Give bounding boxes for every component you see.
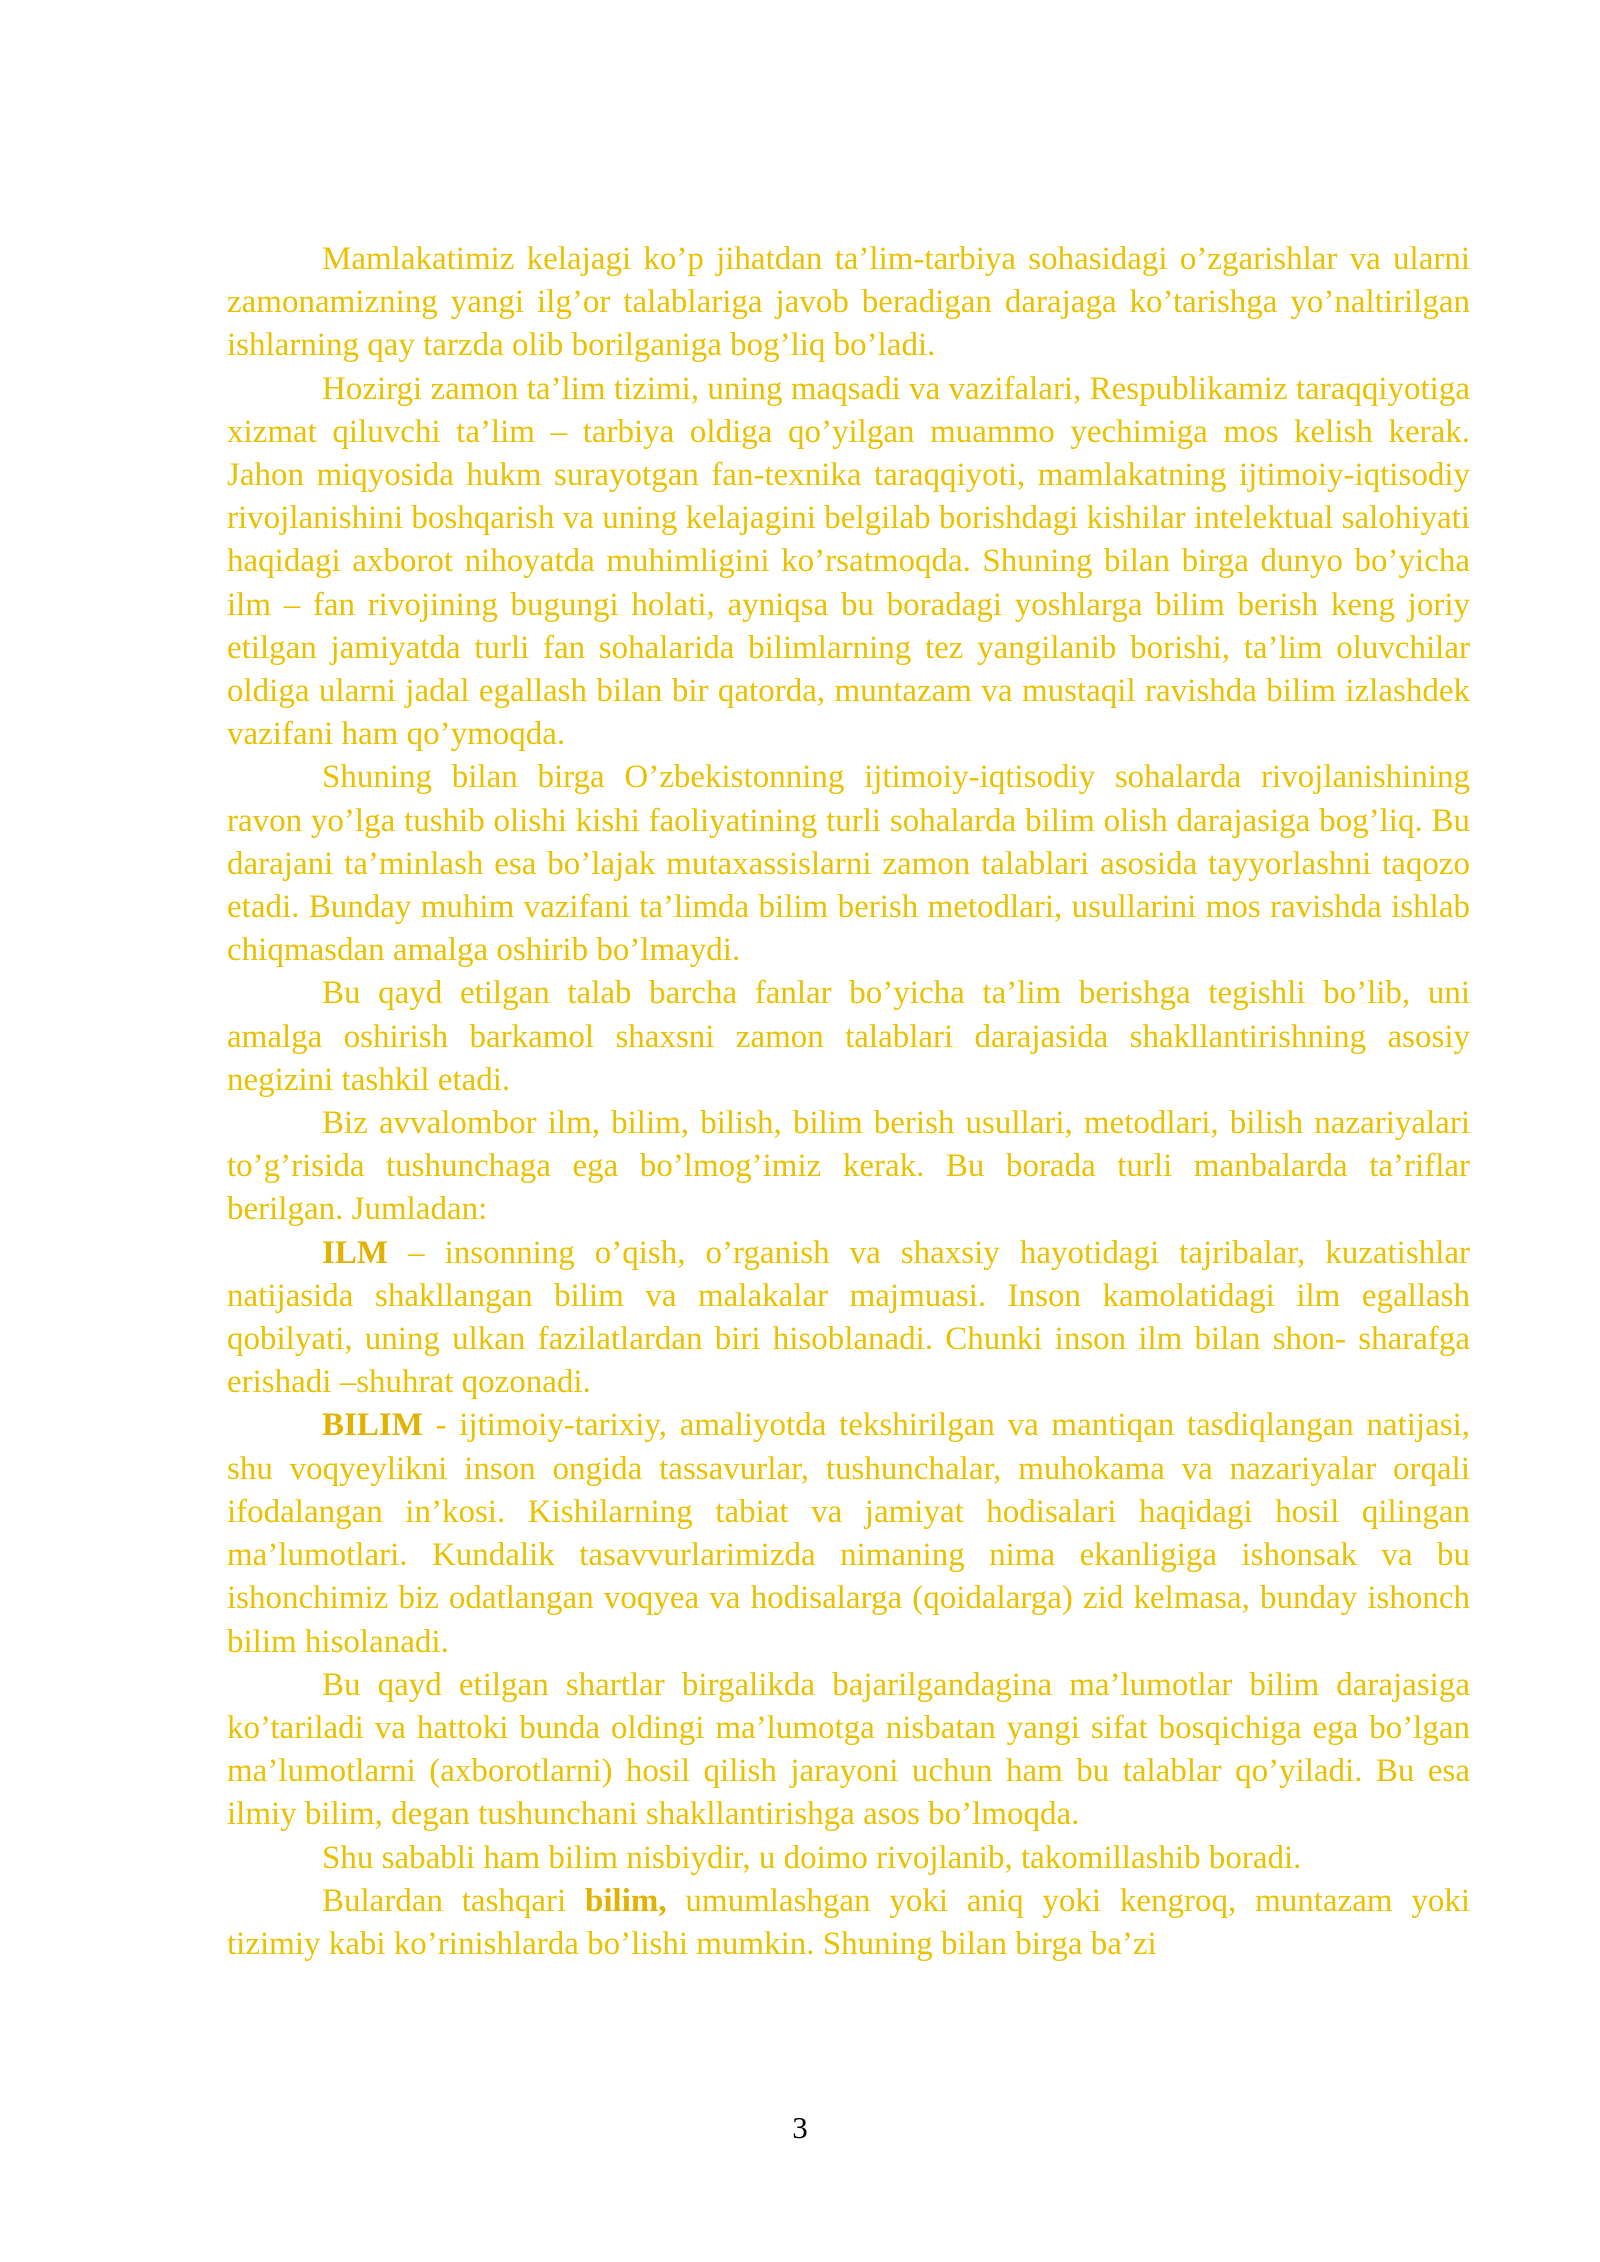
- paragraph-text: umumlashgan yoki aniq yoki kengroq, muntazam yoki tizimiy kabi ko’rinishlarda bo’lishi mumkin. Shuning bilan birga ba’zi: [227, 1882, 1470, 1962]
- paragraph-5: [227, 1102, 1470, 1232]
- paragraph-text: Bu qayd etilgan shartlar birgalikda bajarilgandagina ma’lumotlar bilim darajasiga ko’tariladi va hattoki bunda oldingi ma’lumotga nisbatan yangi sifat bosqichiga ega bo’lgan ma’lumotlarni (axborotlarni) hosil qilish jarayoni uchun ham bu talablar qo’yiladi. Bu esa ilmiy bilim, degan tushunchani shakllantirishga asos bo’lmoqda.: [227, 1666, 1470, 1833]
- term-bilim-inline: bilim,: [585, 1882, 667, 1919]
- paragraph-2: [227, 368, 1470, 757]
- page-number: 3: [792, 2110, 808, 2145]
- term-ilm: ILM: [322, 1234, 388, 1271]
- paragraph-text: Mamlakatimiz kelajagi ko’p jihatdan ta’lim-tarbiya sohasidagi o’zgarishlar va ularni zamonamizning yangi ilg’or talablariga javob beradigan darajaga ko’tarishga yo’naltirilgan ishlarning qay tarzda olib borilganiga bog’liq bo’ladi.: [227, 241, 1470, 364]
- definition-ilm: [227, 1232, 1470, 1405]
- paragraph-8: [227, 1664, 1470, 1837]
- paragraph-text: Biz avvalombor ilm, bilim, bilish, bilim berish usullari, metodlari, bilish nazariyalari to’g’risida tushunchaga ega bo’lmog’imiz kerak. Bu borada turli manbalarda ta’riflar berilgan. Jumladan:: [227, 1105, 1470, 1228]
- paragraph-text: Hozirgi zamon ta’lim tizimi, uning maqsadi va vazifalari, Respublikamiz taraqqiyotiga xizmat qiluvchi ta’lim – tarbiya oldiga qo’yilgan muammo yechimiga mos kelish kerak. Jahon miqyosida hukm surayotgan fan-texnika taraqqiyoti, mamlakatning ijtimoiy-iqtisodiy rivojlanishini boshqarish va uning kelajagini belgilab borishdagi kishilar intelektual salohiyati haqidagi axborot nihoyatda muhimligini ko’rsatmoqda. Shuning bilan birga dunyo bo’yicha ilm – fan rivojining bugungi holati, ayniqsa bu boradagi yoshlarga bilim berish keng joriy etilgan jamiyatda turli fan sohalarida bilimlarning tez yangilanib borishi, ta’lim oluvchilar oldiga ularni jadal egallash bilan bir qatorda, muntazam va mustaqil ravishda bilim izlashdek vazifani ham qo’ymoqda.: [227, 370, 1470, 753]
- paragraph-text-before: Bulardan tashqari: [322, 1882, 586, 1919]
- paragraph-3: [227, 756, 1470, 972]
- paragraph-text: Bu qayd etilgan talab barcha fanlar bo’yicha ta’lim berishga tegishli bo’lib, uni amalga oshirish barkamol shaxsni zamon talablari darajasida shakllantirishning asosiy negizini tashkil etadi.: [227, 975, 1470, 1098]
- paragraph-1: [227, 238, 1470, 368]
- definition-bilim: [227, 1404, 1470, 1663]
- definition-text: - ijtimoiy-tarixiy, amaliyotda tekshirilgan va mantiqan tasdiqlangan natijasi, shu voqyeylikni inson ongida tassavurlar, tushunchalar, muhokama va nazariyalar orqali ifodalangan in’kosi. Kishilarning tabiat va jamiyat hodisalari haqidagi hosil qilingan ma’lumotlari. Kundalik tasavvurlarimizda nimaning nima ekanligiga ishonsak va bu ishonchimiz biz odatlangan voqyea va hodisalarga (qoidalarga) zid kelmasa, bunday ishonch bilim hisolanadi.: [227, 1407, 1470, 1660]
- document-body: [227, 238, 1470, 1966]
- paragraph-9: [227, 1837, 1470, 1880]
- paragraph-text: Shuning bilan birga O’zbekistonning ijtimoiy-iqtisodiy sohalarda rivojlanishining ravon yo’lga tushib olishi kishi faoliyatining turli sohalarda bilim olish darajasiga bog’liq. Bu darajani ta’minlash esa bo’lajak mutaxassislarni zamon talablari asosida tayyorlashni taqozo etadi. Bunday muhim vazifani ta’limda bilim berish metodlari, usullarini mos ravishda ishlab chiqmasdan amalga oshirib bo’lmaydi.: [227, 759, 1470, 969]
- definition-text: – insonning o’qish, o’rganish va shaxsiy hayotidagi tajribalar, kuzatishlar natijasida shakllangan bilim va malakalar majmuasi. Inson kamolatidagi ilm egallash qobilyati, uning ulkan fazilatlardan biri hisoblanadi. Chunki inson ilm bilan shon- sharafga erishadi –shuhrat qozonadi.: [227, 1234, 1470, 1401]
- paragraph-10: [227, 1880, 1470, 1966]
- paragraph-4: [227, 972, 1470, 1102]
- paragraph-text: Shu sababli ham bilim nisbiydir, u doimo rivojlanib, takomillashib boradi.: [322, 1839, 1302, 1876]
- term-bilim: BILIM: [322, 1407, 423, 1444]
